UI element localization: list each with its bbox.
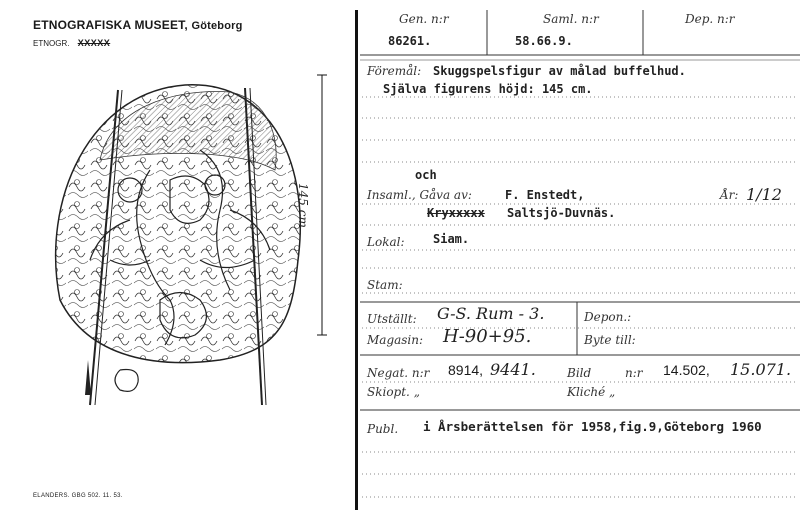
card-divider bbox=[355, 10, 358, 510]
och-text: och bbox=[415, 168, 437, 182]
negat-nr-label: Negat. n:r bbox=[367, 366, 430, 380]
magasin-value: H-90+95. bbox=[443, 326, 532, 347]
bild-nr-typed: 14.502, bbox=[663, 362, 710, 378]
height-measure-bar bbox=[317, 75, 327, 335]
publ-label: Publ. bbox=[367, 422, 399, 436]
insaml-line-2: Saltsjö-Duvnäs. bbox=[507, 206, 616, 220]
saml-nr-label: Saml. n:r bbox=[543, 12, 599, 26]
kliche-label: Kliché „ bbox=[567, 385, 616, 399]
foremal-line-2: Själva figurens höjd: 145 cm. bbox=[383, 82, 593, 96]
depon-label: Depon.: bbox=[584, 310, 632, 324]
ar-value: 1/12 bbox=[746, 185, 782, 204]
magasin-label: Magasin: bbox=[367, 333, 424, 347]
negat-nr-typed: 8914, bbox=[448, 362, 484, 378]
insaml-label: Insaml., Gåva av: bbox=[367, 188, 472, 202]
printer-line: ELANDERS. GBG 502. 11. 53. bbox=[33, 493, 123, 499]
utstallt-value: G-S. Rum - 3. bbox=[437, 304, 545, 323]
negat-nr-hand: 9441. bbox=[490, 360, 536, 379]
dep-nr-label: Dep. n:r bbox=[685, 12, 735, 26]
foremal-label: Föremål: bbox=[367, 64, 422, 78]
bild-nr-label: n:r bbox=[625, 366, 643, 380]
bild-label: Bild bbox=[567, 366, 592, 380]
utstallt-label: Utställt: bbox=[367, 312, 417, 326]
ethnogr-label: ETNOGR. bbox=[33, 39, 70, 48]
publ-value: i Årsberättelsen för 1958,fig.9,Göteborg 1960 bbox=[423, 419, 762, 434]
skiopt-label: Skiopt. „ bbox=[367, 385, 420, 399]
gen-nr-value: 86261. bbox=[388, 34, 432, 48]
insaml-value: F. Enstedt, bbox=[505, 188, 585, 202]
saml-nr-value: 58.66.9. bbox=[515, 34, 573, 48]
ethnogr-struck-text: XXXXX bbox=[77, 38, 111, 48]
ar-label: År: bbox=[720, 188, 739, 202]
stam-label: Stam: bbox=[367, 278, 403, 292]
foremal-line-1: Skuggspelsfigur av målad buffelhud. bbox=[433, 64, 686, 78]
puppet-knot bbox=[115, 370, 138, 392]
lokal-label: Lokal: bbox=[367, 235, 405, 249]
bild-nr-hand: 15.071. bbox=[730, 360, 792, 379]
insaml-struck: Kryxxxxx bbox=[427, 206, 485, 220]
museum-city: Göteborg bbox=[191, 20, 243, 32]
byte-till-label: Byte till: bbox=[584, 333, 636, 347]
gen-nr-label: Gen. n:r bbox=[399, 12, 449, 26]
height-measure-label: 145 cm bbox=[296, 183, 310, 228]
museum-name: ETNOGRAFISKA MUSEET, bbox=[33, 18, 188, 32]
lokal-value: Siam. bbox=[433, 232, 470, 246]
